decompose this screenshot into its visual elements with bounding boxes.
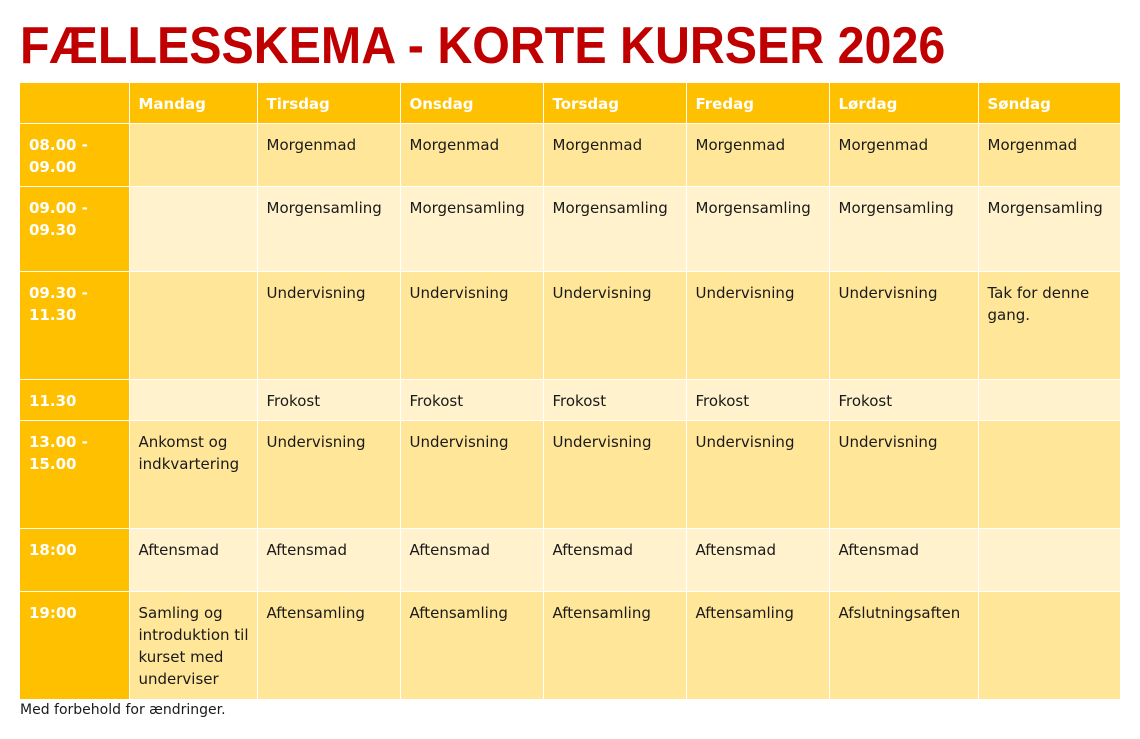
activity-cell-monday: Ankomst og indkvartering (129, 421, 257, 529)
activity-cell-saturday: Afslutningsaften (829, 592, 978, 700)
schedule-row (20, 592, 1120, 700)
schedule-row (20, 529, 1120, 592)
activity-cell-saturday: Morgenmad (829, 124, 978, 187)
activity-cell-tuesday: Aftensamling (257, 592, 400, 700)
footnote: Med forbehold for ændringer. (20, 702, 226, 718)
day-header-monday: Mandag (129, 83, 257, 124)
activity-cell-monday (129, 124, 257, 187)
activity-cell-tuesday: Morgenmad (257, 124, 400, 187)
activity-cell-sunday: Morgensamling (978, 187, 1120, 272)
activity-cell-saturday: Morgensamling (829, 187, 978, 272)
activity-cell-wednesday: Aftensamling (400, 592, 543, 700)
time-slot-cell: 09.00 - 09.30 (20, 187, 129, 272)
activity-cell-sunday: Tak for denne gang. (978, 272, 1120, 380)
activity-cell-thursday: Undervisning (543, 272, 686, 380)
activity-cell-friday: Morgensamling (686, 187, 829, 272)
schedule-row (20, 380, 1120, 421)
activity-cell-thursday: Undervisning (543, 421, 686, 529)
time-slot-cell: 11.30 (20, 380, 129, 421)
schedule-row (20, 124, 1120, 187)
schedule-row (20, 272, 1120, 380)
activity-cell-thursday: Frokost (543, 380, 686, 421)
activity-cell-wednesday: Undervisning (400, 421, 543, 529)
activity-cell-monday (129, 272, 257, 380)
activity-cell-tuesday: Morgensamling (257, 187, 400, 272)
activity-cell-thursday: Morgensamling (543, 187, 686, 272)
time-slot-cell: 09.30 - 11.30 (20, 272, 129, 380)
activity-cell-friday: Undervisning (686, 272, 829, 380)
activity-cell-thursday: Aftensmad (543, 529, 686, 592)
activity-cell-tuesday: Aftensmad (257, 529, 400, 592)
activity-cell-sunday (978, 592, 1120, 700)
activity-cell-saturday: Undervisning (829, 421, 978, 529)
schedule-row (20, 421, 1120, 529)
activity-cell-saturday: Aftensmad (829, 529, 978, 592)
activity-cell-thursday: Aftensamling (543, 592, 686, 700)
day-header-tuesday: Tirsdag (257, 83, 400, 124)
activity-cell-sunday (978, 380, 1120, 421)
day-header-friday: Fredag (686, 83, 829, 124)
activity-cell-tuesday: Undervisning (257, 272, 400, 380)
activity-cell-friday: Undervisning (686, 421, 829, 529)
activity-cell-monday: Samling og introduktion til kurset med underviser (129, 592, 257, 700)
activity-cell-saturday: Undervisning (829, 272, 978, 380)
activity-cell-monday (129, 380, 257, 421)
activity-cell-friday: Frokost (686, 380, 829, 421)
activity-cell-tuesday: Frokost (257, 380, 400, 421)
activity-cell-friday: Morgenmad (686, 124, 829, 187)
activity-cell-monday (129, 187, 257, 272)
time-slot-cell: 08.00 - 09.00 (20, 124, 129, 187)
activity-cell-wednesday: Morgenmad (400, 124, 543, 187)
activity-cell-monday: Aftensmad (129, 529, 257, 592)
day-header-saturday: Lørdag (829, 83, 978, 124)
activity-cell-wednesday: Frokost (400, 380, 543, 421)
schedule-row (20, 187, 1120, 272)
activity-cell-tuesday: Undervisning (257, 421, 400, 529)
activity-cell-saturday: Frokost (829, 380, 978, 421)
activity-cell-sunday: Morgenmad (978, 124, 1120, 187)
header-row (20, 83, 1120, 124)
time-slot-cell: 13.00 - 15.00 (20, 421, 129, 529)
day-header-thursday: Torsdag (543, 83, 686, 124)
activity-cell-sunday (978, 421, 1120, 529)
day-header-sunday: Søndag (978, 83, 1120, 124)
activity-cell-wednesday: Aftensmad (400, 529, 543, 592)
activity-cell-friday: Aftensmad (686, 529, 829, 592)
header-corner-cell (20, 83, 129, 124)
activity-cell-sunday (978, 529, 1120, 592)
time-slot-cell: 18:00 (20, 529, 129, 592)
activity-cell-thursday: Morgenmad (543, 124, 686, 187)
activity-cell-friday: Aftensamling (686, 592, 829, 700)
schedule-table (20, 82, 1121, 700)
activity-cell-wednesday: Undervisning (400, 272, 543, 380)
day-header-wednesday: Onsdag (400, 83, 543, 124)
page-title: FÆLLESSKEMA - KORTE KURSER 2026 (20, 17, 946, 75)
activity-cell-wednesday: Morgensamling (400, 187, 543, 272)
time-slot-cell: 19:00 (20, 592, 129, 700)
